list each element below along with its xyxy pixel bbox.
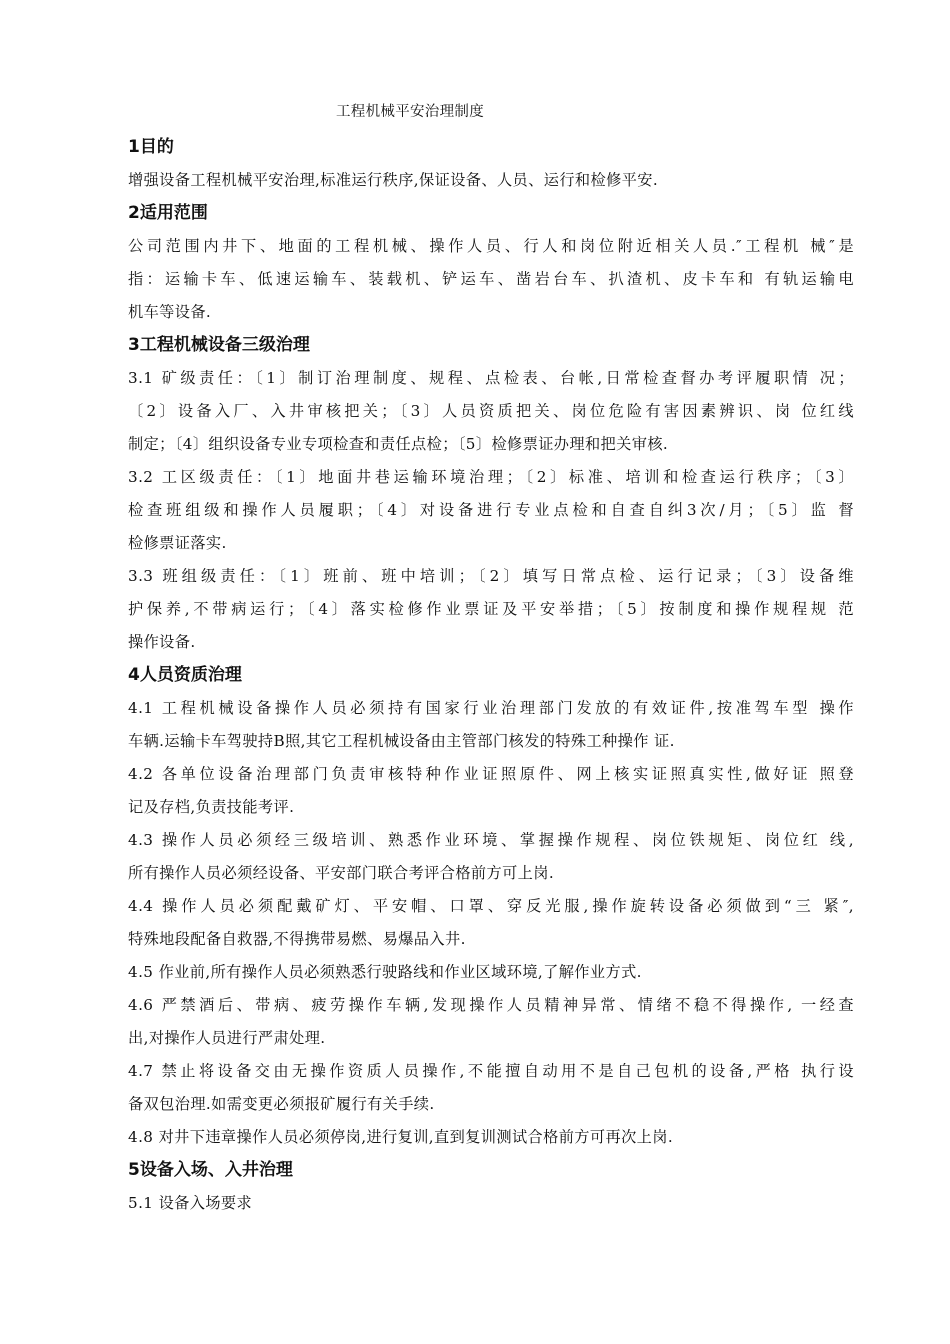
section-paragraph bbox=[128, 956, 854, 989]
section-paragraph bbox=[128, 1055, 854, 1121]
section-paragraph bbox=[128, 890, 854, 956]
paragraph-line: 指：运输卡车、低速运输车、装载机、铲运车、凿岩台车、扒渣机、皮卡车和 有轨运输电 bbox=[128, 270, 854, 288]
paragraph-line: 备双包治理.如需变更必须报矿履行有关手续. bbox=[128, 1095, 435, 1113]
paragraph-line: 操作设备. bbox=[128, 633, 196, 651]
paragraph-line: 特殊地段配备自救器,不得携带易燃、易爆品入井. bbox=[128, 930, 466, 948]
paragraph-line: 4.7 禁止将设备交由无操作资质人员操作,不能擅自动用不是自己包机的设备,严格 执行设 bbox=[128, 1062, 854, 1080]
section-heading: 2适用范围 bbox=[128, 203, 208, 223]
paragraph-line: 检修票证落实. bbox=[128, 534, 227, 552]
paragraph-line: 4.4 操作人员必须配戴矿灯、平安帽、口罩、穿反光服,操作旋转设备必须做到“三 紧″, bbox=[128, 897, 854, 915]
paragraph-line: 4.1 工程机械设备操作人员必须持有国家行业治理部门发放的有效证件,按准驾车型 操作 bbox=[128, 699, 854, 717]
paragraph-line: 4.8 对井下违章操作人员必须停岗,进行复训,直到复训测试合格前方可再次上岗. bbox=[128, 1128, 674, 1146]
section-paragraph bbox=[128, 692, 854, 758]
section-paragraph bbox=[128, 758, 854, 824]
paragraph-line: 制定；〔4〕组织设备专业专项检查和责任点检；〔5〕检修票证办理和把关审核. bbox=[128, 435, 669, 453]
paragraph-line: 4.5 作业前,所有操作人员必须熟悉行驶路线和作业区域环境,了解作业方式. bbox=[128, 963, 642, 981]
document-body bbox=[128, 131, 854, 1220]
document-title: 工程机械平安治理制度 bbox=[336, 104, 484, 120]
paragraph-line: 车辆.运输卡车驾驶持B照,其它工程机械设备由主管部门核发的特殊工种操作 证. bbox=[128, 732, 675, 750]
section-heading: 5设备入场、入井治理 bbox=[128, 1160, 293, 1180]
section-paragraph bbox=[128, 461, 854, 560]
paragraph-line: 增强设备工程机械平安治理,标准运行秩序,保证设备、人员、运行和检修平安. bbox=[128, 171, 659, 189]
section-paragraph bbox=[128, 989, 854, 1055]
paragraph-line: 机车等设备. bbox=[128, 303, 212, 321]
paragraph-line: 3.3 班组级责任：〔1〕班前、班中培训；〔2〕填写日常点检、运行记录；〔3〕设备维 bbox=[128, 567, 854, 585]
paragraph-line: 4.3 操作人员必须经三级培训、熟悉作业环境、掌握操作规程、岗位铁规矩、岗位红 线, bbox=[128, 831, 854, 849]
paragraph-line: 4.2 各单位设备治理部门负责审核特种作业证照原件、网上核实证照真实性,做好证 照登 bbox=[128, 765, 854, 783]
section-paragraph bbox=[128, 1187, 854, 1220]
section-paragraph bbox=[128, 230, 854, 329]
section-paragraph bbox=[128, 824, 854, 890]
paragraph-line: 所有操作人员必须经设备、平安部门联合考评合格前方可上岗. bbox=[128, 864, 555, 882]
paragraph-line: 记及存档,负责技能考评. bbox=[128, 798, 295, 816]
paragraph-line: 3.1 矿级责任：〔1〕制订治理制度、规程、点检表、台帐,日常检查督办考评履职情 况； bbox=[128, 369, 854, 387]
paragraph-line: 〔2〕设备入厂、入井审核把关；〔3〕人员资质把关、岗位危险有害因素辨识、岗 位红线 bbox=[128, 402, 854, 420]
section-heading: 3工程机械设备三级治理 bbox=[128, 335, 310, 355]
section-heading: 1目的 bbox=[128, 137, 174, 157]
paragraph-line: 5.1 设备入场要求 bbox=[128, 1194, 253, 1212]
section-heading: 4人员资质治理 bbox=[128, 665, 242, 685]
section-paragraph bbox=[128, 560, 854, 659]
paragraph-line: 4.6 严禁酒后、带病、疲劳操作车辆,发现操作人员精神异常、情绪不稳不得操作, 一经查 bbox=[128, 996, 854, 1014]
paragraph-line: 3.2 工区级责任：〔1〕地面井巷运输环境治理；〔2〕标准、培训和检查运行秩序；〔3〕 bbox=[128, 468, 854, 486]
paragraph-line: 护保养,不带病运行；〔4〕落实检修作业票证及平安举措；〔5〕按制度和操作规程规 范 bbox=[128, 600, 854, 618]
section-paragraph bbox=[128, 362, 854, 461]
section-paragraph bbox=[128, 164, 854, 197]
section-paragraph bbox=[128, 1121, 854, 1154]
paragraph-line: 检查班组级和操作人员履职；〔4〕对设备进行专业点检和自查自纠3次/月；〔5〕监 督 bbox=[128, 501, 854, 519]
paragraph-line: 公司范围内井下、地面的工程机械、操作人员、行人和岗位附近相关人员.″工程机 械″是 bbox=[128, 237, 854, 255]
paragraph-line: 出,对操作人员进行严肃处理. bbox=[128, 1029, 326, 1047]
